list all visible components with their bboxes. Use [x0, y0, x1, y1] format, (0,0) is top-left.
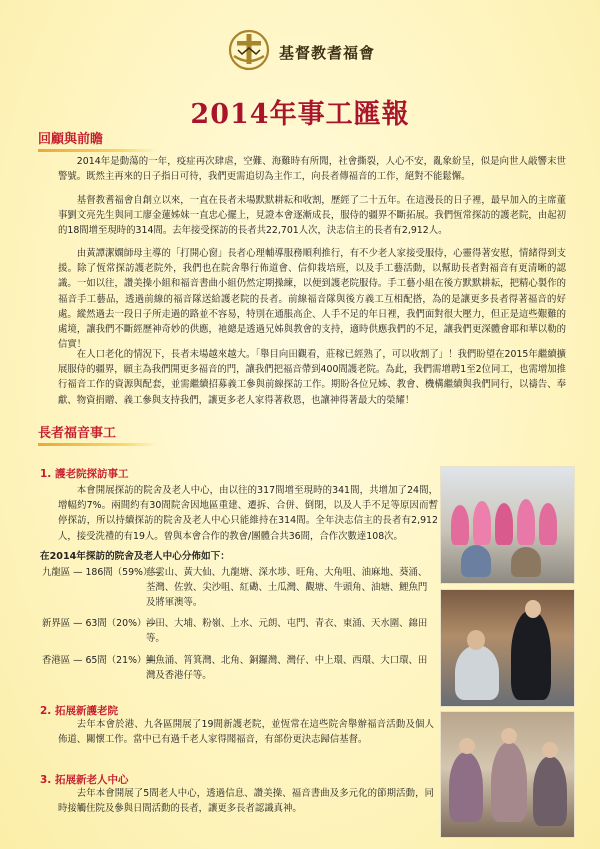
- section-ministry-heading: [38, 422, 158, 446]
- distribution-places: 鰂魚涌、筲箕灣、北角、銅鑼灣、灣仔、中上環、西環、大口環、田灣及香港仔等。: [146, 655, 428, 682]
- heading-underline: [38, 443, 158, 446]
- review-paragraph-1: 2014年是動蕩的一年，疫症再次肆虐，空難、海難時有所聞，社會撕裂，人心不安，亂象紛呈，似是向世人敲響末世警號。既然主再來的日子指日可待，我們更需追切為主作工，向長者傳福音的工作，絕對不能鬆懈。: [58, 156, 566, 183]
- review-paragraph-2: 基督教耆福會自創立以來，一直在長者未場默默耕耘和收割，歷經了二十五年。在這漫長的日子裡，最早加入的主席董事劉文亮先生與同工廖金蓮姊妹一直忠心擺上，見證本會逐漸成長，服侍的疆界不斷拓展。我們恆常探訪的護老院，由起初的18間增至現時的314間。去年接受探訪的長者共22,701人次，決志信主的長者有2,912人。: [58, 195, 566, 237]
- review-paragraph-4: 在人口老化的情況下，長者未場越來越大。「舉目向田觀看，莊稼已經熟了，可以收割了」！我們盼望在2015年繼續擴展服侍的疆界，願主為我們開更多福音的門，讓我們把福音帶到400間護老院。為此，我們需增聘1至2位同工，也需增加推行福音工作的資源與配套，並需繼續招募義工參與前線探訪工作。期盼各位兄姊、教會、機構繼續與我們同行，以禱告、奉獻、物資捐贈、義工參與支持我們，讓更多老人家得著救恩，也讓神得著最大的榮耀！: [58, 349, 566, 406]
- distribution-places: 沙田、大埔、粉嶺、上水、元朗、屯門、青衣、東涌、天水圍、錦田等。: [146, 618, 428, 645]
- distribution-label: 香港區 — 65間（21%）—: [42, 655, 156, 666]
- section-review-heading-text: 回顧與前瞻: [38, 132, 104, 147]
- ministry-item-2-text: 去年本會於港、九各區開展了19間新護老院，並恆常在這些院舍舉辦福音活動及個人佈道、關懷工作。當中已有過千老人家得聞福音，有部份更決志歸信基督。: [58, 719, 434, 746]
- baptism-photo: [440, 589, 575, 707]
- heading-underline: [38, 149, 158, 152]
- org-name: 基督教耆福會: [279, 44, 376, 62]
- ministry-item-3-text: 去年本會開展了5間老人中心，透過信息、讚美操、福音書曲及多元化的節期活動，同時接觸住院及參與日間活動的長者，讓更多長者認識真神。: [58, 788, 434, 815]
- distribution-places: 慈雲山、黃大仙、九龍塘、深水埗、旺角、大角咀、油麻地、葵涌、荃灣、佐敦、尖沙咀、紅磡、土瓜灣、觀塘、牛頭角、油塘、鯉魚門及將軍澳等。: [146, 567, 428, 609]
- ministry-item-1-text: 本會開展探訪的院舍及老人中心，由以往的317間增至現時的341間，共增加了24間，增幅約7%。兩間約有30間院舍因地區重建、遷拆、合併、倒閉，以及人手不足等原因而暫停探訪，所以持續探訪的院舍及老人中心只能維持在314間。全年決志信主的長者有2,912人，接受洗禮的有19人。曾與本會合作的教會/團體合共36間，合作次數達108次。: [58, 485, 438, 542]
- page-title: 2014年事工匯報: [190, 99, 410, 130]
- ministry-item-2-heading: 2. 拓展新護老院: [40, 705, 118, 717]
- review-paragraph-3: 由黃譚潔嫻師母主導的「打開心窗」長者心理輔導服務順利推行，有不少老人家接受服侍，心靈得著安慰，情緒得到支援。除了恆常探訪護老院外，我們也在院舍舉行佈道會、信仰栽培班，以及手工藝活動，以幫助長者對福音有更清晰的認識。一如以往，讚美操小組和福音書曲小組仍然定期操練，以便到護老院服侍。手工藝小組在後方默默耕耘，把精心製作的福音手工藝品，透過前線的福音隊送給護老院的長者。前線福音隊與後方義工互相配搭，為的是讓更多長者得著福音的好處。縱然過去一段日子所走過的路並不容易，特別在通脹高企、人手不足的年日裡，我們面對很大壓力，但正是這些艱難的處境，讓我們不斷經歷神奇妙的供應，祂總是透過兄姊與教會的支持，適時供應我們的不足，讓我們更深體會耶和華以勒的信實！: [58, 248, 566, 351]
- distribution-label: 新界區 — 63間（20%）—: [42, 618, 156, 629]
- ministry-item-1-heading: 1. 護老院探訪事工: [40, 468, 129, 480]
- distribution-title: 在2014年探訪的院舍及老人中心分佈如下：: [40, 551, 230, 562]
- visit-photo: [440, 711, 575, 838]
- cross-crown-logo-icon: [228, 28, 270, 72]
- ministry-item-3-heading: 3. 拓展新老人中心: [40, 774, 129, 786]
- header: [0, 22, 600, 92]
- distribution-label: 九龍區 — 186間（59%）—: [42, 567, 162, 578]
- group-photo: [440, 466, 575, 584]
- section-review-heading: [38, 128, 158, 152]
- section-ministry-heading-text: 長者福音事工: [38, 426, 117, 441]
